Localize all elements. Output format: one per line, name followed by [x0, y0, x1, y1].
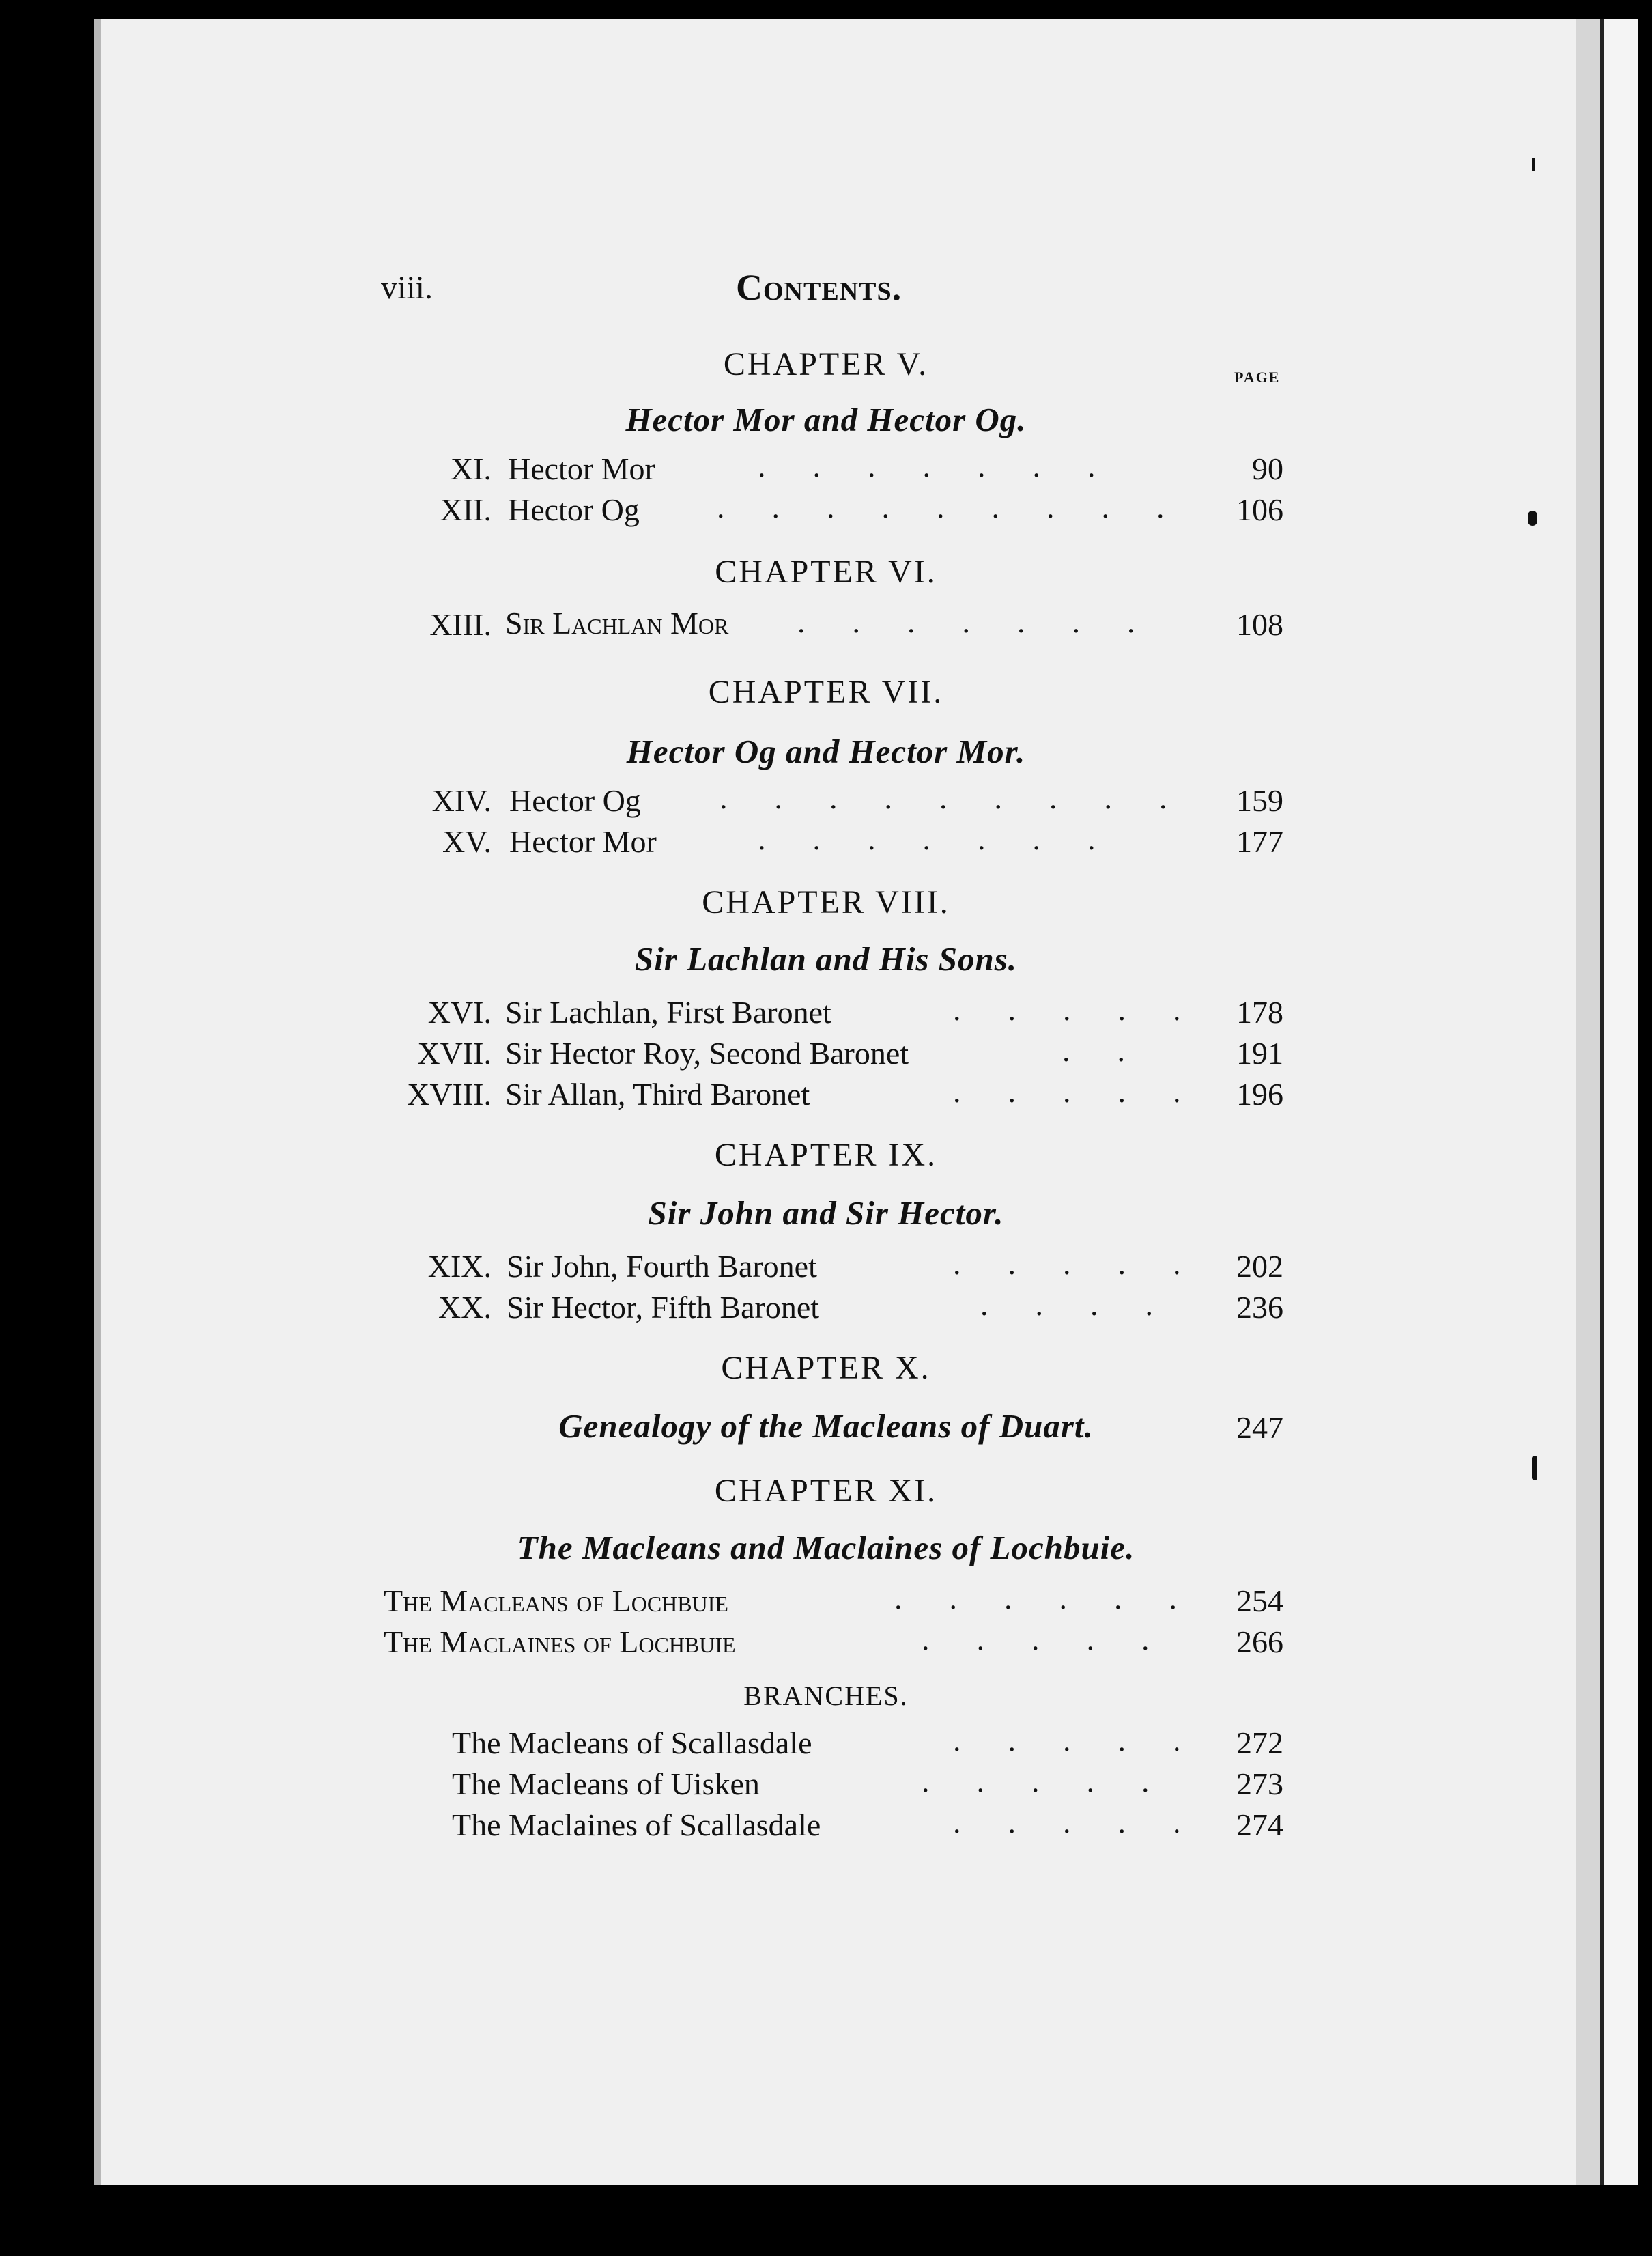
chapter-heading: CHAPTER XI.: [714, 1473, 938, 1509]
entry-number: XX.: [438, 1290, 492, 1325]
entry-number: XIII.: [429, 607, 492, 642]
chapter-subtitle: Hector Mor and Hector Og.: [625, 401, 1027, 438]
entry-number: XVI.: [427, 995, 492, 1030]
leader-dots: . . . . . . . . .: [720, 780, 1167, 815]
chapter-heading: CHAPTER V.: [723, 346, 929, 382]
leader-dots: . . . . .: [922, 1622, 1150, 1656]
leader-dots: . . . .: [980, 1287, 1153, 1322]
entry-page: 90: [1252, 451, 1283, 486]
entry-title: The Maclaines of Scallasdale: [452, 1807, 821, 1842]
entry-number: XI.: [450, 451, 492, 486]
scan-speck: [1532, 158, 1535, 171]
entry-title: The Macleans of Uisken: [452, 1766, 760, 1801]
leader-dots: . . . . . . .: [758, 449, 1096, 483]
chapter-subtitle: Sir John and Sir Hector.: [648, 1194, 1004, 1232]
entry-number: XVIII.: [407, 1077, 492, 1112]
entry-title: Hector Og: [509, 783, 641, 818]
page-edge-shadow: [1576, 19, 1600, 2185]
entry-page: 191: [1236, 1036, 1283, 1071]
entry-title: Hector Og: [508, 492, 640, 527]
entry-number: XIV.: [431, 783, 492, 818]
entry-title: Sir Allan, Third Baronet: [505, 1077, 810, 1112]
entry-title: The Macleans of Scallasdale: [452, 1725, 812, 1760]
leader-dots: . .: [1062, 1033, 1125, 1068]
leader-dots: . . . . . . . . .: [717, 490, 1165, 524]
entry-page: 159: [1236, 783, 1283, 818]
entry-title: Sir Hector Roy, Second Baronet: [505, 1036, 909, 1071]
entry-page: 106: [1236, 492, 1283, 527]
chapter-heading: CHAPTER VI.: [715, 554, 937, 590]
leader-dots: . . . . .: [953, 1723, 1181, 1758]
leader-dots: . . . . .: [953, 1805, 1181, 1839]
page-numeral: viii.: [381, 270, 433, 306]
entry-title: Hector Mor: [509, 824, 657, 859]
branches-heading: BRANCHES.: [743, 1680, 909, 1711]
chapter-subtitle: Genealogy of the Macleans of Duart.: [558, 1407, 1094, 1445]
entry-page: 254: [1236, 1583, 1283, 1618]
entry-title: Sir John, Fourth Baronet: [507, 1249, 817, 1284]
leader-dots: . . . . . . .: [758, 821, 1096, 856]
chapter-heading: CHAPTER IX.: [714, 1137, 938, 1173]
entry-page: 236: [1236, 1290, 1283, 1325]
entry-page: 272: [1236, 1725, 1283, 1760]
entry-page: 178: [1236, 995, 1283, 1030]
entry-number: XV.: [442, 824, 492, 859]
leader-dots: . . . . .: [953, 1074, 1181, 1109]
entry-title: The Maclaines of Lochbuie: [384, 1624, 736, 1659]
entry-page: 266: [1236, 1624, 1283, 1659]
entry-title: The Macleans of Lochbuie: [384, 1583, 728, 1618]
entry-number: XVII.: [417, 1036, 492, 1071]
chapter-subtitle: Sir Lachlan and His Sons.: [634, 940, 1018, 978]
entry-page: 273: [1236, 1766, 1283, 1801]
leader-dots: . . . . .: [953, 992, 1181, 1027]
chapter-subtitle: The Macleans and Maclaines of Lochbuie.: [517, 1529, 1135, 1566]
entry-title: Sir Lachlan Mor: [505, 606, 729, 640]
chapter-heading: CHAPTER X.: [721, 1350, 931, 1386]
entry-page: 247: [1236, 1410, 1283, 1445]
leader-dots: . . . . . . .: [797, 604, 1135, 639]
entry-title: Sir Hector, Fifth Baronet: [507, 1290, 820, 1325]
entry-page: 274: [1236, 1807, 1283, 1842]
page-column-label: PAGE: [1234, 369, 1281, 386]
entry-title: Sir Lachlan, First Baronet: [505, 995, 831, 1030]
entry-title: Hector Mor: [508, 451, 655, 486]
entry-page: 202: [1236, 1249, 1283, 1284]
leader-dots: . . . . . .: [894, 1581, 1177, 1616]
leader-dots: . . . . .: [953, 1246, 1181, 1281]
entry-page: 108: [1236, 607, 1283, 642]
chapter-heading: CHAPTER VIII.: [702, 884, 950, 920]
entry-page: 177: [1236, 824, 1283, 859]
entry-number: XIX.: [427, 1249, 492, 1284]
entry-number: XII.: [440, 492, 492, 527]
adjacent-page-edge: [1600, 19, 1638, 2185]
leader-dots: . . . . .: [922, 1764, 1150, 1799]
entry-page: 196: [1236, 1077, 1283, 1112]
chapter-heading: CHAPTER VII.: [708, 674, 944, 710]
scan-speck: [1528, 511, 1537, 526]
chapter-subtitle: Hector Og and Hector Mor.: [626, 733, 1026, 770]
page-title: Contents.: [736, 267, 902, 308]
